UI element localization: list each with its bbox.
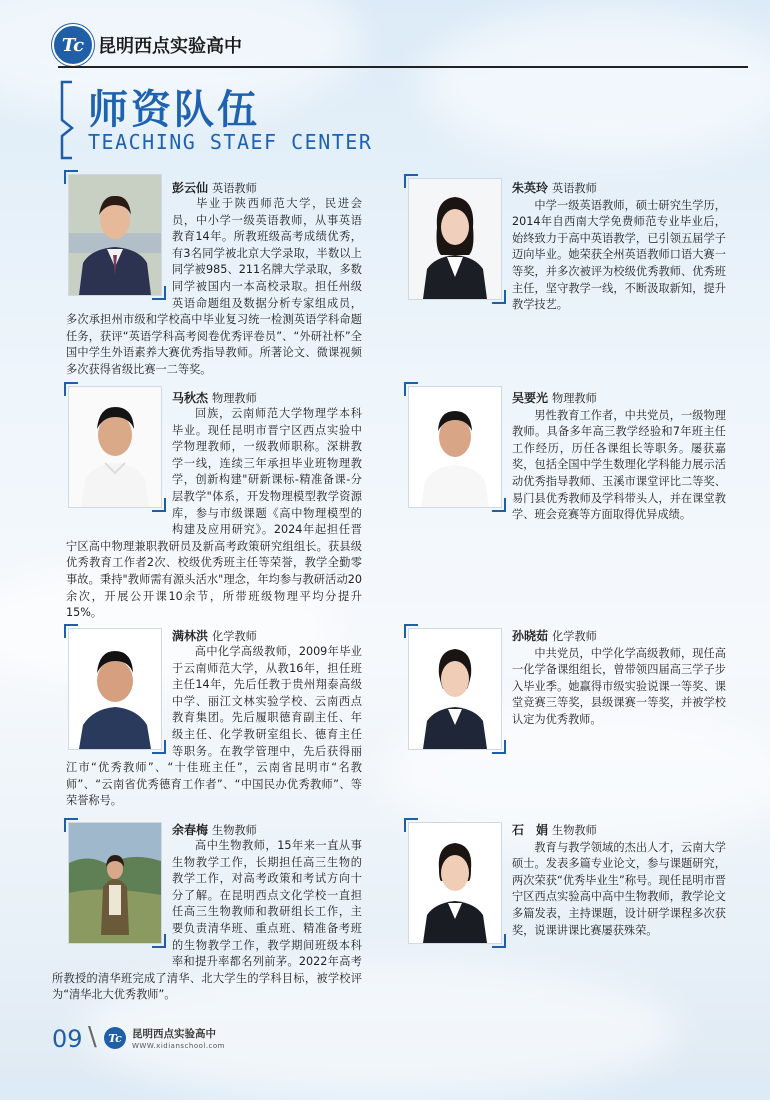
footer-school-name: 昆明西点实验高中 <box>132 1028 216 1040</box>
teacher-name: 满林洪 <box>172 629 209 643</box>
teacher-role: 英语教师 <box>552 182 597 195</box>
teacher-name: 朱英玲 <box>512 181 549 195</box>
page-number: 09 <box>52 1025 83 1053</box>
teacher-bio-wrap <box>66 644 362 810</box>
teacher-text-block <box>172 390 362 408</box>
teacher-role: 物理教师 <box>212 392 257 405</box>
teacher-role: 生物教师 <box>212 824 257 837</box>
teacher-name: 马秋杰 <box>172 391 209 405</box>
teacher-photo <box>408 822 502 944</box>
teacher-bio-wrap <box>66 406 362 622</box>
teacher-bio: 中共党员，中学化学高级教师，现任高一化学备课组组长，曾带领四届高三学子步入毕业季。她赢得市级实验说课一等奖、课堂竞赛三等奖，县级课赛一等奖，并被学校认定为优秀教师。 <box>512 646 726 726</box>
footer-logo: Tc <box>104 1027 126 1049</box>
teacher-photo <box>408 628 502 750</box>
teacher-bio: 高中生物教师，15年来一直从事生物教学工作，长期担任高三生物的教学工作，对高考政策和考试方向十分了解。在昆明西点文化学校一直担任高三生物教师和教研组长工作，主要负责清华班、重点班、精准备考班的生物教学工作，教学期间班级本科率和提升率都名列前茅。2022年高考所教授的清华班完成了清华、北大学生的学科目标，被学校评为“清华北大优秀教师”。 <box>52 839 362 1002</box>
teacher-role: 生物教师 <box>552 824 597 837</box>
teacher-role: 化学教师 <box>212 630 257 643</box>
teacher-bio-wrap <box>52 838 362 1004</box>
teacher-name: 吴要光 <box>512 391 549 405</box>
school-logo: Tc <box>52 24 94 66</box>
teacher-bio: 毕业于陕西师范大学，民进会员，中小学一级英语教师，从事英语教育14年。所教班级高考成绩优秀，有3名同学被北京大学录取，半数以上同学被985、211名牌大学录取，多数同学被国内一本高校录取。担任州级英语命题组及数据分析专家组成员，多次承担州市级和学校高中毕业复习统一检测英语学科命题任务，获评“英语学科高考阅卷优秀评卷员”、“外研社杯”全国中学生外语素养大赛优秀指导教师。所著论文、微课视频多次获得省级比赛一二等奖。 <box>66 197 362 376</box>
school-name: 昆明西点实验高中 <box>98 36 242 57</box>
teacher-bio: 教育与教学领域的杰出人才，云南大学硕士。发表多篇专业论文，参与课题研究，两次荣获“优秀毕业生”称号。现任昆明市晋宁区西点实验高中高中生物教师，教学论文多篇发表，主持课题，设计研学课程多次获奖，说课讲课比赛屡获殊荣。 <box>512 840 726 937</box>
teacher-name: 孙晓茹 <box>512 629 549 643</box>
teacher-photo <box>408 386 502 508</box>
teacher-role: 化学教师 <box>552 630 597 643</box>
footer-url: WWW.xidianschool.com <box>132 1042 226 1050</box>
teacher-bio-wrap <box>66 196 362 379</box>
page-subtitle: TEACHING STAEF CENTER <box>88 130 373 154</box>
page-title: 师资队伍 <box>88 87 260 133</box>
teacher-bio: 回族，云南师范大学物理学本科毕业。现任昆明市晋宁区西点实验中学物理教师，一级教师职称。深耕教学一线，连续三年承担毕业班物理教学，创新构建"研新课标-精准备课-分层教学"体系，开发物理模型教学资源库，参与市级课题《高中物理模型的构建及应用研究》。2024年起担任晋宁区高中物理兼职教研员及新高考政策研究组组长。获县级优秀教育工作者2次、校级优秀班主任等荣誉，教学全勤零事故。秉持"教师需有源头活水"理念，年均参与教研活动20余次，开展公开课10余节，所带班级物理平均分提升15%。 <box>66 407 362 620</box>
teacher-text-block <box>512 628 726 729</box>
teacher-text-block <box>172 628 362 646</box>
teacher-role: 物理教师 <box>552 392 597 405</box>
teacher-role: 英语教师 <box>212 182 257 195</box>
teacher-text-block <box>512 180 726 314</box>
teacher-bio: 男性教育工作者，中共党员，一级物理教师。具备多年高三教学经验和7年班主任工作经历，历任各课组长等职务。屡获嘉奖，包括全国中学生数理化学科能力展示活动优秀指导教师、玉溪市课堂评比二等奖、易门县优秀教师及学科带头人，并在课堂教学、班会竞赛等方面取得优异成绩。 <box>512 408 726 522</box>
teacher-name: 余春梅 <box>172 823 209 837</box>
teacher-photo <box>408 178 502 300</box>
footer-divider: \ <box>88 1022 97 1052</box>
teacher-name: 石 娟 <box>512 823 549 837</box>
teacher-bio: 中学一级英语教师，硕士研究生学历，2014年自西南大学免费师范专业毕业后，始终致力于高中英语教学，已引领五届学子迈向毕业。她荣获全州英语教师口语大赛一等奖，并多次被评为校级优秀教师、优秀班主任，坚守教学一线，不断汲取新知，提升教学技艺。 <box>512 198 726 312</box>
teacher-text-block <box>512 822 726 939</box>
teacher-bio: 高中化学高级教师，2009年毕业于云南师范大学，从教16年，担任班主任14年，先后任教于贵州翔泰高级中学、丽江文林实验学校、云南西点教育集团。先后履职德育副主任、年级主任、化学教研室组长、德育主任等职务。在教学管理中，先后获得丽江市“优秀教师”、“十佳班主任”，云南省昆明市“名教师”、“云南省优秀德育工作者”、“中国民办优秀教师”、等荣誉称号。 <box>66 645 362 808</box>
teacher-text-block <box>172 180 362 198</box>
teacher-name: 彭云仙 <box>172 181 209 195</box>
title-bracket-icon <box>58 80 82 160</box>
teacher-text-block <box>512 390 726 524</box>
header-divider <box>58 66 748 68</box>
teacher-text-block <box>172 822 362 840</box>
